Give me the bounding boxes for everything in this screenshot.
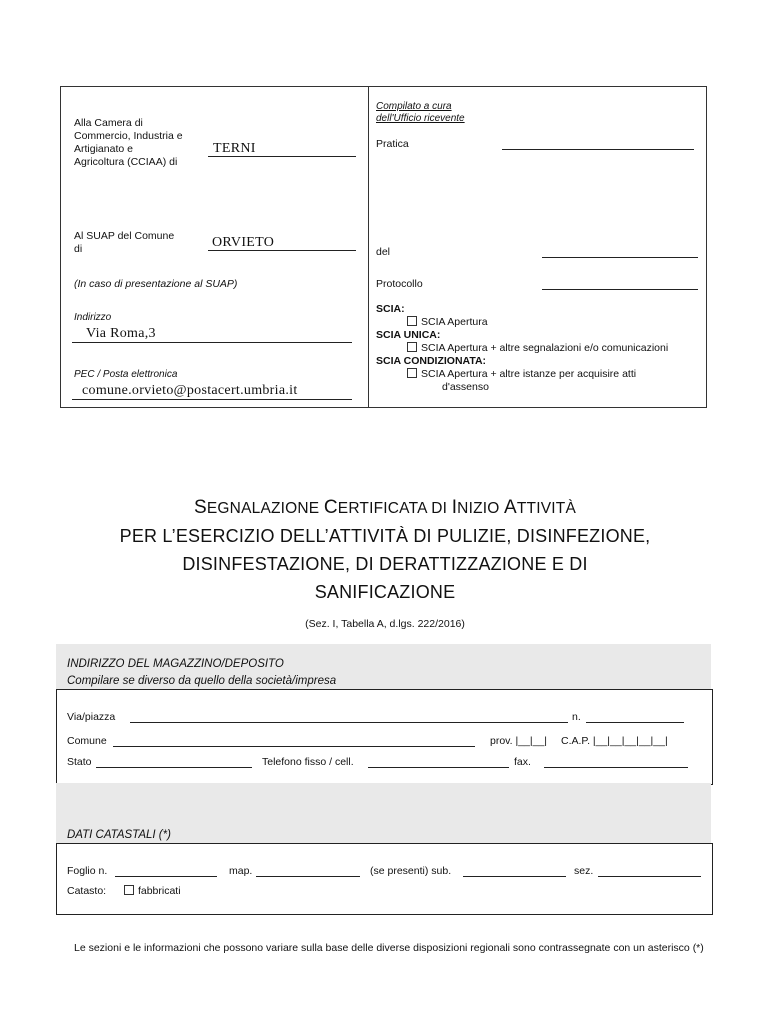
scia-cond-checkbox[interactable]	[407, 368, 417, 378]
comune-input[interactable]	[113, 746, 475, 747]
suap-note: (In caso di presentazione al SUAP)	[74, 278, 238, 290]
sez-input[interactable]	[598, 876, 701, 877]
sub-input[interactable]	[463, 876, 566, 877]
camera-value-line	[208, 156, 356, 157]
scia-option-label: SCIA Apertura	[421, 316, 488, 328]
cap-field[interactable]: C.A.P. |__|__|__|__|__|	[561, 735, 668, 747]
foglio-label: Foglio n.	[67, 865, 108, 877]
stato-input[interactable]	[96, 767, 252, 768]
scia-label: SCIA:	[376, 303, 405, 315]
fabbricati-checkbox[interactable]	[124, 885, 134, 895]
scia-option[interactable]	[407, 316, 488, 329]
pec-value[interactable]: comune.orvieto@postacert.umbria.it	[82, 383, 298, 398]
suap-label: Al SUAP del Comune di	[74, 230, 175, 255]
indirizzo-value[interactable]: Via Roma,3	[86, 326, 156, 341]
scia-unica-option-label: SCIA Apertura + altre segnalazioni e/o comunicazioni	[421, 342, 669, 354]
pec-label: PEC / Posta elettronica	[74, 369, 178, 380]
catastali-box	[56, 843, 713, 915]
scia-unica-option[interactable]	[407, 342, 668, 355]
prov-field[interactable]: prov. |__|__|	[490, 735, 548, 747]
via-label: Via/piazza	[67, 711, 116, 723]
map-label: map.	[229, 865, 253, 877]
sub-label: (se presenti) sub.	[370, 865, 452, 877]
fax-label: fax.	[514, 756, 531, 768]
stato-label: Stato	[67, 756, 92, 768]
fax-input[interactable]	[544, 767, 688, 768]
magazzino-subheading: Compilare se diverso da quello della società/impresa	[67, 675, 337, 687]
pratica-label: Pratica	[376, 138, 409, 150]
title-line-1: SEGNALAZIONE CERTIFICATA DI INIZIO ATTIVITÀ	[194, 497, 576, 518]
scia-cond-option-cont: d'assenso	[442, 381, 489, 393]
n-label: n.	[572, 711, 581, 723]
pratica-line[interactable]	[502, 149, 694, 150]
title-subtitle: (Sez. I, Tabella A, d.lgs. 222/2016)	[305, 618, 465, 630]
n-input[interactable]	[586, 722, 684, 723]
telefono-label: Telefono fisso / cell.	[262, 756, 354, 768]
magazzino-heading: INDIRIZZO DEL MAGAZZINO/DEPOSITO	[67, 658, 284, 670]
catasto-row	[67, 885, 181, 898]
via-row	[67, 711, 115, 724]
protocollo-label: Protocollo	[376, 278, 423, 290]
catastali-heading: DATI CATASTALI (*)	[67, 829, 171, 841]
indirizzo-line	[72, 342, 352, 343]
title-line-4: SANIFICAZIONE	[314, 582, 456, 602]
telefono-input[interactable]	[368, 767, 509, 768]
foglio-input[interactable]	[115, 876, 217, 877]
camera-label: Alla Camera di Commercio, Industria e Artigianato e Agricoltura (CCIAA) di	[74, 117, 183, 168]
fabbricati-label: fabbricati	[137, 885, 181, 897]
scia-checkbox[interactable]	[407, 316, 417, 326]
footer-note: Le sezioni e le informazioni che possono variare sulla base delle diverse disposizioni regionali sono contrassegnate con un asterisco (*)	[74, 942, 704, 954]
del-label: del	[376, 246, 391, 258]
indirizzo-label: Indirizzo	[74, 312, 112, 323]
pec-line	[72, 399, 352, 400]
catasto-label: Catasto:	[67, 885, 107, 897]
scia-unica-checkbox[interactable]	[407, 342, 417, 352]
via-input[interactable]	[130, 722, 568, 723]
protocollo-line[interactable]	[542, 289, 698, 290]
scia-unica-label: SCIA UNICA:	[376, 329, 441, 341]
camera-value[interactable]: TERNI	[213, 141, 256, 156]
scia-cond-option-label: SCIA Apertura + altre istanze per acquisire atti	[421, 368, 637, 380]
suap-value[interactable]: ORVIETO	[212, 235, 275, 250]
sez-label: sez.	[574, 865, 594, 877]
map-input[interactable]	[256, 876, 360, 877]
title-line-2: PER L’ESERCIZIO DELL’ATTIVITÀ DI PULIZIE, DISINFEZIONE,	[119, 526, 651, 546]
header-divider	[368, 86, 369, 407]
suap-value-line	[208, 250, 356, 251]
comune-label: Comune	[67, 735, 107, 747]
title-line-3: DISINFESTAZIONE, DI DERATTIZZAZIONE E DI	[182, 554, 588, 574]
del-line[interactable]	[542, 257, 698, 258]
office-label: Compilato a cura dell'Ufficio ricevente	[376, 101, 465, 124]
scia-cond-label: SCIA CONDIZIONATA:	[376, 355, 487, 367]
scia-cond-option[interactable]	[407, 368, 636, 381]
